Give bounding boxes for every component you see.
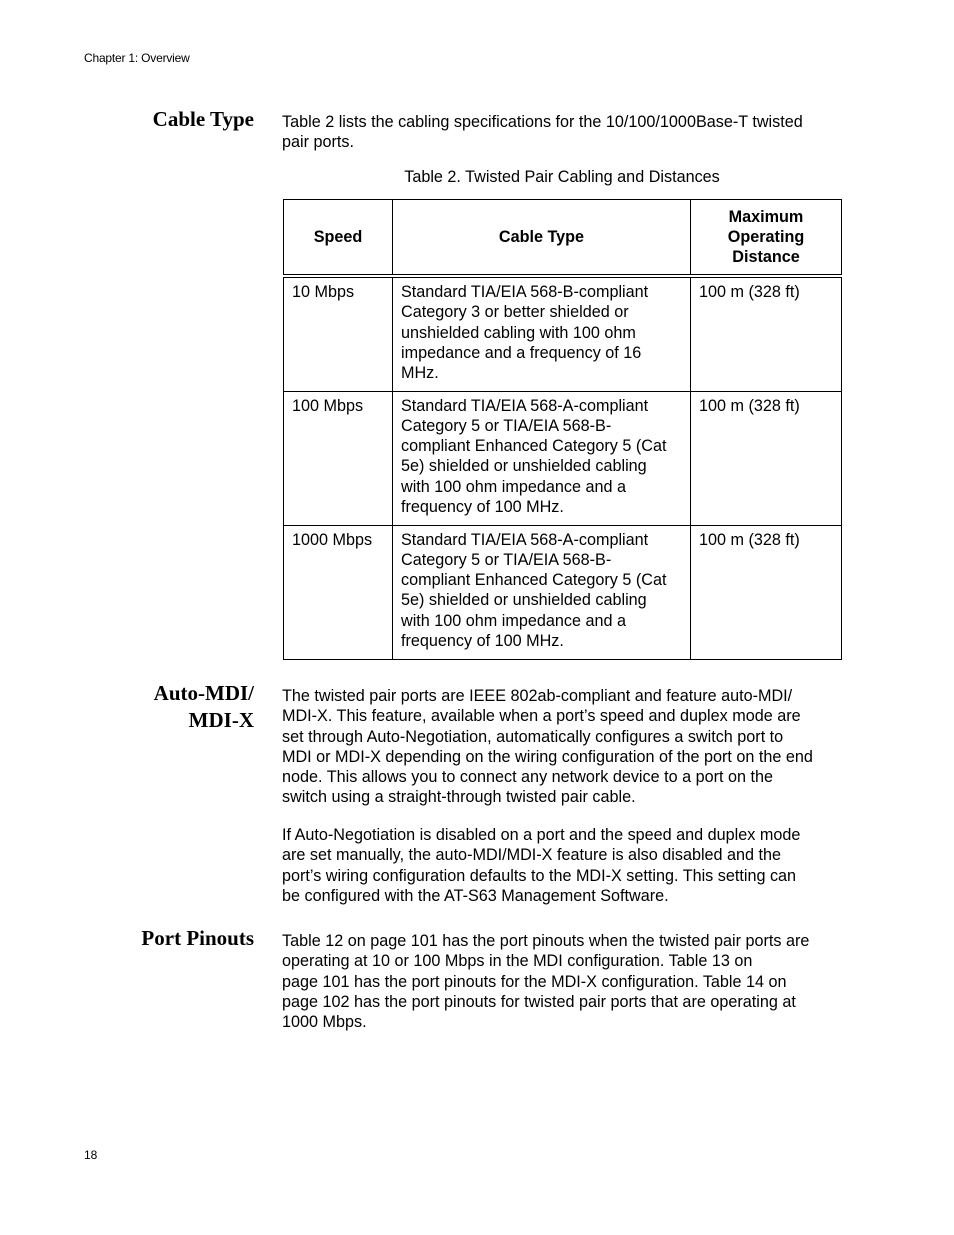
- cell-cable-type: Standard TIA/EIA 568-B-compliant Category 3 or better shielded or unshielded cabling with 100 ohm impedance and a frequency of 16 MHz.: [393, 276, 691, 391]
- port-pinouts-heading: Port Pinouts: [141, 926, 254, 950]
- auto-mdi-heading: [154, 680, 254, 734]
- port-pinouts-paragraph: [282, 931, 842, 1032]
- auto-mdi-heading-line: Auto-MDI/: [153, 681, 254, 705]
- paragraph-line: set through Auto-Negotiation, automatically configures a switch port to: [282, 727, 784, 746]
- paragraph-line: 1000 Mbps.: [282, 1013, 367, 1032]
- page-header: Chapter 1: Overview: [84, 51, 190, 65]
- page-number: 18: [84, 1148, 98, 1162]
- paragraph-line: MDI-X. This feature, available when a port’s speed and duplex mode are: [282, 707, 801, 726]
- cell-speed: 100 Mbps: [284, 391, 393, 525]
- table-row: [284, 391, 842, 525]
- auto-mdi-heading-line: MDI-X: [188, 708, 254, 732]
- table-row: [284, 525, 842, 659]
- intro-line: Table 2 lists the cabling specifications for the 10/100/1000Base-T twisted: [282, 113, 803, 131]
- cell-distance: 100 m (328 ft): [691, 276, 842, 391]
- table-row: [284, 276, 842, 391]
- auto-mdi-paragraph-2: [282, 825, 842, 906]
- paragraph-line: The twisted pair ports are IEEE 802ab-compliant and feature auto-MDI/: [282, 687, 793, 705]
- paragraph-line: If Auto-Negotiation is disabled on a port and the speed and duplex mode: [282, 826, 801, 844]
- paragraph-line: Table 12 on page 101 has the port pinouts when the twisted pair ports are: [282, 932, 810, 950]
- cell-cable-type: Standard TIA/EIA 568-A-compliant Category 5 or TIA/EIA 568-B- compliant Enhanced Category 5 (Cat 5e) shielded or unshielded cabling with 100 ohm impedance and a frequency of 100 MHz.: [393, 391, 691, 525]
- cable-type-intro: [282, 112, 842, 153]
- table-header-row: [284, 200, 842, 277]
- header-cable-type: Cable Type: [393, 200, 691, 277]
- paragraph-line: MDI or MDI-X depending on the wiring configuration of the port on the end: [282, 747, 813, 766]
- header-speed: Speed: [284, 200, 393, 277]
- header-distance: Maximum Operating Distance: [691, 200, 842, 277]
- cabling-table: [283, 199, 842, 660]
- paragraph-line: node. This allows you to connect any network device to a port on the: [282, 768, 774, 787]
- paragraph-line: port’s wiring configuration defaults to the MDI-X setting. This setting can: [282, 866, 797, 885]
- paragraph-line: page 102 has the port pinouts for twisted pair ports that are operating at: [282, 992, 796, 1011]
- paragraph-line: be configured with the AT-S63 Management Software.: [282, 886, 669, 905]
- auto-mdi-paragraph-1: [282, 686, 842, 808]
- cell-speed: 1000 Mbps: [284, 525, 393, 659]
- cell-distance: 100 m (328 ft): [691, 391, 842, 525]
- paragraph-line: switch using a straight-through twisted pair cable.: [282, 788, 636, 807]
- cable-type-heading: Cable Type: [152, 107, 254, 131]
- cell-speed: 10 Mbps: [284, 276, 393, 391]
- table-caption: Table 2. Twisted Pair Cabling and Distances: [404, 168, 720, 186]
- cell-distance: 100 m (328 ft): [691, 525, 842, 659]
- paragraph-line: operating at 10 or 100 Mbps in the MDI configuration. Table 13 on: [282, 952, 753, 971]
- cell-cable-type: Standard TIA/EIA 568-A-compliant Category 5 or TIA/EIA 568-B- compliant Enhanced Category 5 (Cat 5e) shielded or unshielded cabling with 100 ohm impedance and a frequency of 100 MHz.: [393, 525, 691, 659]
- intro-line: pair ports.: [282, 133, 354, 152]
- paragraph-line: page 101 has the port pinouts for the MDI-X configuration. Table 14 on: [282, 972, 787, 991]
- paragraph-line: are set manually, the auto-MDI/MDI-X feature is also disabled and the: [282, 846, 782, 865]
